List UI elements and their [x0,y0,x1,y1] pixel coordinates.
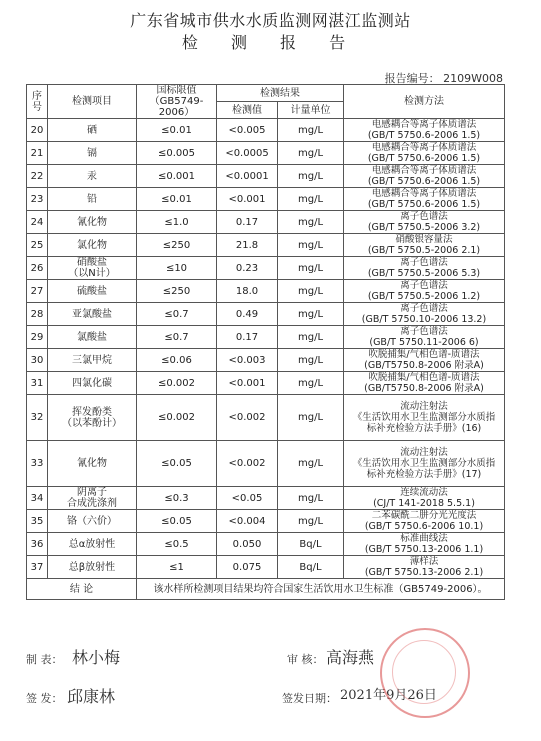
row-number: 23 [27,188,48,211]
official-seal-ring [392,640,456,704]
official-seal [380,628,470,718]
row-number: 28 [27,303,48,326]
row-unit: mg/L [278,188,344,211]
row-unit: mg/L [278,303,344,326]
row-unit: mg/L [278,257,344,280]
row-method-line: (GB/T5750.8-2006 附录A) [364,360,484,371]
row-item [48,372,137,395]
row-method-line: 电感耦合等离子体质谱法 [371,142,477,153]
row-item-line: 镉 [87,147,97,159]
row-value: 0.075 [217,556,278,579]
report-number-label: 报告编号： [384,72,440,85]
col-header-limit-line1: 国标限值 [156,85,197,96]
row-limit: ≤0.05 [137,510,217,533]
row-unit: mg/L [278,119,344,142]
row-value: 0.050 [217,533,278,556]
table-row [27,510,505,533]
row-method-line: (GB/T 5750.6-2006 1.5) [367,153,481,164]
row-item-line: 铬（六价） [67,515,117,527]
row-method-line: 流动注射法 [400,447,448,458]
row-item [48,142,137,165]
row-item-line: 三氯甲烷 [72,354,112,366]
table-row [27,349,505,372]
row-method-line: 离子色谱法 [400,280,448,291]
row-unit: mg/L [278,165,344,188]
row-method-line: (CJ/T 141-2018 5.5.1) [373,498,475,509]
row-method-line: 离子色谱法 [400,211,448,222]
row-limit: ≤250 [137,234,217,257]
row-method-line: 流动注射法 [400,401,448,412]
row-value: <0.002 [217,395,278,441]
col-header-limit-line2: （GB5749-2006） [149,96,204,118]
row-number: 21 [27,142,48,165]
row-number: 33 [27,441,48,487]
row-method-line: 薄样法 [409,556,439,567]
results-table [26,84,505,600]
row-limit: ≤0.001 [137,165,217,188]
compiled-by-label: 制 表： [26,653,63,666]
row-method-line: (GB/T 5750.5-2006 5.3) [367,268,481,279]
issued-by-label: 签 发： [26,692,63,705]
row-limit: ≤1 [137,556,217,579]
row-method [344,533,505,556]
row-unit: mg/L [278,234,344,257]
row-unit: mg/L [278,142,344,165]
row-unit: Bq/L [278,556,344,579]
row-number: 30 [27,349,48,372]
row-method [344,326,505,349]
row-item-line: 阴离子 [77,487,107,498]
row-unit: mg/L [278,487,344,510]
row-limit: ≤0.7 [137,303,217,326]
row-item-line: 挥发酚类 [72,406,112,418]
row-method-line: 离子色谱法 [400,303,448,314]
table-row [27,234,505,257]
conclusion-text: 该水样所检测项目结果均符合国家生活饮用水卫生标准（GB5749-2006）。 [137,579,505,600]
row-number: 37 [27,556,48,579]
row-method [344,395,505,441]
table-row [27,326,505,349]
row-value: 0.17 [217,326,278,349]
report-number-value: 2109W008 [443,72,503,85]
row-method-line: (GB/T 5750.6-2006 1.5) [367,199,481,210]
row-item-line: 硒 [87,124,97,136]
row-method [344,211,505,234]
row-method [344,303,505,326]
row-method-line: 电感耦合等离子体质谱法 [371,119,477,130]
row-method-line: (GB/T 5750.13-2006 2.1) [364,567,484,578]
row-method-line: (GB/T 5750.5-2006 3.2) [367,222,481,233]
row-item-line: 总β放射性 [68,561,116,573]
row-number: 32 [27,395,48,441]
row-item [48,326,137,349]
row-item-line: （以N计） [68,268,116,279]
row-item [48,510,137,533]
row-value: <0.001 [217,188,278,211]
row-method-line: 吹脱捕集/气相色谱-质谱法 [368,372,480,383]
row-unit: mg/L [278,510,344,533]
row-method-line: 标补充检验方法手册》(16) [366,423,482,434]
table-row [27,165,505,188]
row-unit: mg/L [278,326,344,349]
row-limit: ≤0.01 [137,188,217,211]
table-row [27,142,505,165]
report-subtitle: 检 测 报 告 [181,33,360,52]
row-item [48,349,137,372]
row-method [344,165,505,188]
row-item [48,487,137,510]
row-method [344,487,505,510]
table-row [27,280,505,303]
row-method-line: (GB/T 5750.6-2006 10.1) [364,521,484,532]
row-number: 26 [27,257,48,280]
table-row [27,303,505,326]
row-method [344,119,505,142]
row-number: 20 [27,119,48,142]
row-method-line: 《生活饮用水卫生监测部分水质指 [352,458,496,469]
col-header-unit: 计量单位 [278,102,344,119]
table-row [27,188,505,211]
row-item [48,119,137,142]
table-row [27,533,505,556]
col-header-limit [137,85,217,119]
row-value: 21.8 [217,234,278,257]
col-header-num: 序号 [27,85,48,119]
row-method [344,188,505,211]
row-item-line: 合成洗涤剂 [67,498,117,509]
row-item-line: 氰化物 [77,216,107,228]
row-item-line: 四氯化碳 [72,377,112,389]
row-method-line: (GB/T 5750.6-2006 1.5) [367,130,481,141]
row-item [48,395,137,441]
row-limit: ≤0.002 [137,372,217,395]
row-method-line: (GB/T 5750.6-2006 1.5) [367,176,481,187]
row-method-line: (GB/T 5750.5-2006 1.2) [367,291,481,302]
row-value: <0.004 [217,510,278,533]
row-number: 27 [27,280,48,303]
row-method-line: 电感耦合等离子体质谱法 [371,188,477,199]
issue-date-value: 2021年9月26日 [340,688,437,703]
row-unit: mg/L [278,395,344,441]
row-method-line: 《生活饮用水卫生监测部分水质指 [352,412,496,423]
row-method [344,556,505,579]
row-method [344,441,505,487]
row-method-line: (GB/T 5750.10-2006 13.2) [361,314,487,325]
row-item-line: 氰化物 [77,458,107,469]
row-item-line: 铅 [87,193,97,205]
table-row [27,257,505,280]
row-item-line: 汞 [87,170,97,182]
row-method-line: (GB/T5750.8-2006 附录A) [364,383,484,394]
row-number: 31 [27,372,48,395]
row-value: <0.001 [217,372,278,395]
row-unit: mg/L [278,280,344,303]
row-value: 18.0 [217,280,278,303]
row-item-line: 氯酸盐 [77,331,107,343]
row-limit: ≤10 [137,257,217,280]
row-method-line: 标准曲线法 [400,533,448,544]
issue-date-label: 签发日期： [282,692,337,705]
row-value: 0.17 [217,211,278,234]
row-limit: ≤0.002 [137,395,217,441]
row-value: <0.05 [217,487,278,510]
row-value: <0.002 [217,441,278,487]
report-title: 广东省城市供水水质监测网湛江监测站 [130,11,411,30]
row-unit: mg/L [278,349,344,372]
row-method-line: 离子色谱法 [400,257,448,268]
row-method [344,257,505,280]
row-method-line: 电感耦合等离子体质谱法 [371,165,477,176]
col-header-item: 检测项目 [48,85,137,119]
row-limit: ≤0.01 [137,119,217,142]
row-method [344,372,505,395]
row-method [344,142,505,165]
row-method-line: 离子色谱法 [400,326,448,337]
row-value: <0.0005 [217,142,278,165]
row-method [344,234,505,257]
reviewed-by-label: 审 核： [287,653,324,666]
row-item [48,280,137,303]
row-number: 22 [27,165,48,188]
issued-by-signature: 邱康林 [67,687,116,706]
row-limit: ≤0.5 [137,533,217,556]
row-item [48,533,137,556]
row-item [48,441,137,487]
row-number: 36 [27,533,48,556]
row-unit: mg/L [278,211,344,234]
row-value: <0.003 [217,349,278,372]
row-method-line: (GB/T 5750.13-2006 1.1) [364,544,484,555]
table-row [27,441,505,487]
table-row [27,119,505,142]
row-method [344,280,505,303]
row-limit: ≤1.0 [137,211,217,234]
row-item-line: 亚氯酸盐 [72,308,112,320]
row-method-line: 二苯碳酰二肼分光光度法 [371,510,477,521]
row-method [344,349,505,372]
row-limit: ≤0.05 [137,441,217,487]
row-item [48,257,137,280]
row-unit: mg/L [278,372,344,395]
table-row [27,395,505,441]
row-item [48,188,137,211]
row-unit: mg/L [278,441,344,487]
row-item-line: 总α放射性 [68,538,116,550]
row-method-line: 硝酸银容量法 [395,234,453,245]
row-method-line: (GB/T 5750.5-2006 2.1) [367,245,481,256]
row-limit: ≤0.7 [137,326,217,349]
table-row [27,487,505,510]
row-item-line: 硫酸盐 [77,285,107,297]
row-method-line: 吹脱捕集/气相色谱-质谱法 [368,349,480,360]
row-method-line: (GB/T 5750.11-2006 6) [369,337,479,348]
row-number: 25 [27,234,48,257]
row-item-line: 氯化物 [77,239,107,251]
col-header-result: 检测结果 [217,85,344,102]
row-number: 24 [27,211,48,234]
row-limit: ≤0.3 [137,487,217,510]
col-header-value: 检测值 [217,102,278,119]
table-row [27,556,505,579]
row-item-line: （以苯酚计） [62,417,122,429]
row-unit: Bq/L [278,533,344,556]
col-header-method: 检测方法 [344,85,505,119]
row-method [344,510,505,533]
row-value: 0.49 [217,303,278,326]
row-number: 29 [27,326,48,349]
row-item [48,211,137,234]
row-item [48,556,137,579]
table-body [27,119,505,579]
row-number: 35 [27,510,48,533]
row-method-line: 标补充检验方法手册》(17) [366,469,482,480]
row-value: 0.23 [217,257,278,280]
row-item [48,303,137,326]
row-value: <0.005 [217,119,278,142]
row-item [48,234,137,257]
row-limit: ≤250 [137,280,217,303]
row-value: <0.0001 [217,165,278,188]
row-limit: ≤0.06 [137,349,217,372]
table-row [27,211,505,234]
row-item-line: 硝酸盐 [77,257,107,268]
table-row [27,372,505,395]
row-limit: ≤0.005 [137,142,217,165]
compiled-by-signature: 林小梅 [72,648,121,667]
reviewed-by-signature: 高海燕 [326,648,375,667]
row-item [48,165,137,188]
row-number: 34 [27,487,48,510]
row-method-line: 连续流动法 [400,487,448,498]
conclusion-label: 结 论 [27,579,137,600]
